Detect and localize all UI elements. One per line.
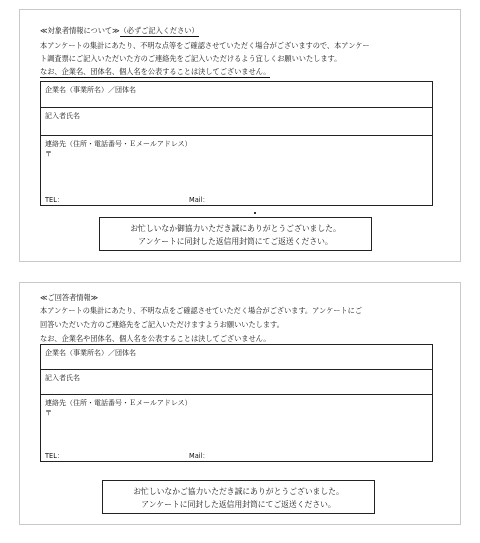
panel1-contact-row[interactable]	[41, 136, 432, 207]
panel2-intro-line1: 本アンケートの集計にあたり、不明な点をご確認させていただく場合がございます。アンケートにご	[40, 306, 363, 315]
panel1-tel-label: TEL：	[45, 196, 64, 204]
panel1-contact-label: 連絡先（住所・電話番号・Ｅメールアドレス）	[45, 140, 192, 148]
panel2-tel-label: TEL：	[45, 452, 64, 460]
panel1-company-label: 企業名（事業所名）／団体名	[45, 86, 136, 94]
panel2-heading: ≪ご回答者情報≫	[40, 293, 99, 302]
panel2-notice: なお、企業名や団体名、個人名を公表することは決してございません。	[40, 334, 271, 343]
panel1-intro-line1: 本アンケートの集計にあたり、不明な点等をご確認させていただく場合がございますので、本アンケー	[40, 41, 370, 50]
panel1-thanks-line1: お忙しいなか御協力いただき誠にありがとうございました。	[130, 224, 341, 233]
panel2-intro-line2: 回答いただいた方のご連絡先をご記入いただけますようお願いいたします。	[40, 320, 284, 329]
panel2-thanks-line2: アンケートに同封した返信用封筒にてご返送ください。	[141, 500, 336, 509]
panel1-thanks-box	[99, 217, 372, 251]
panel2-company-row[interactable]	[41, 345, 432, 370]
panel2-writer-label: 記入者氏名	[45, 374, 80, 382]
panel1-notice: なお、企業名、団体名、個人名を公表することは決してございません。	[40, 67, 271, 76]
panel1-thanks-line2: アンケートに同封した返信用封筒にてご返送ください。	[138, 237, 333, 246]
panel1-mail-label: Mail：	[189, 196, 209, 204]
panel1-required-note: （必ずご記入ください）	[119, 26, 199, 35]
panel2-thanks-line1: お忙しいなかご協力いただき誠にありがとうございました。	[133, 487, 344, 496]
panel1-contact-form	[40, 81, 433, 206]
panel2-writer-row[interactable]	[41, 370, 432, 395]
panel2-contact-form	[40, 344, 433, 462]
panel1-writer-label: 記入者氏名	[45, 112, 80, 120]
panel1-stray-dot	[254, 212, 256, 214]
panel2-contact-label: 連絡先（住所・電話番号・Ｅメールアドレス）	[45, 399, 192, 407]
panel2-postal-mark: 〒	[45, 409, 52, 417]
panel1-postal-mark: 〒	[45, 150, 52, 158]
panel1-writer-row[interactable]	[41, 108, 432, 136]
panel2-thanks-box	[102, 480, 375, 514]
panel1-heading-line	[40, 26, 199, 35]
panel1-intro-line2: ト調査票にご記入いただいた方のご連絡先をご記入いただけるよう宜しくお願いいたします。	[40, 54, 342, 63]
survey-info-panel-2	[19, 282, 461, 525]
panel2-contact-row[interactable]	[41, 395, 432, 463]
panel2-mail-label: Mail：	[189, 452, 209, 460]
panel1-heading: ≪対象者情報について≫	[40, 26, 120, 35]
panel1-company-row[interactable]	[41, 82, 432, 108]
panel2-company-label: 企業名（事業所名）／団体名	[45, 349, 136, 357]
survey-info-panel-1	[19, 9, 461, 262]
